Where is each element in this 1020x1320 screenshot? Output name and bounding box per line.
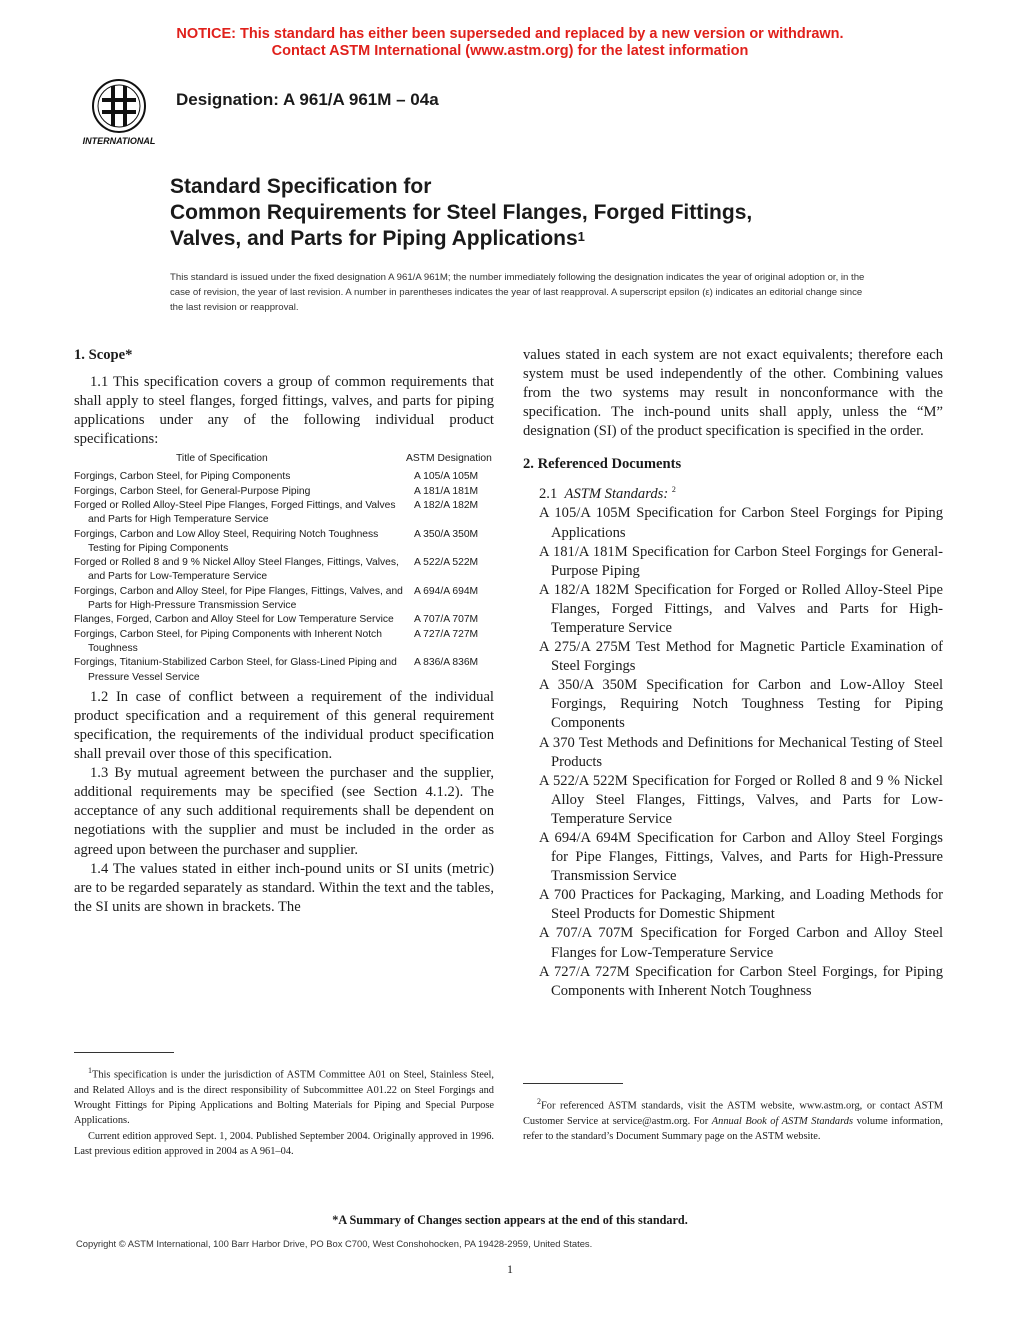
right-column xyxy=(523,346,943,1001)
astm-standards-subheading xyxy=(539,480,943,504)
issuance-statement: This standard is issued under the fixed designation A 961/A 961M; the number immediately following the designation indicates the year of original adoption or, in the case of revision, the year of last revision. A number in parentheses indicates the year of last reapproval. A superscript epsilon (ε) indicates an editorial change since the last revision or reapproval. xyxy=(170,272,865,313)
footnote-1-approval: Current edition approved Sept. 1, 2004. Published September 2004. Originally approved in 1996. Last previous edition approved in 2004 as A 961–04. xyxy=(74,1130,494,1157)
footnote-2-italic: Annual Book of ASTM Standards xyxy=(711,1115,854,1127)
title-line-1: Standard Specification for xyxy=(170,175,432,198)
spec-title-cell: Forgings, Carbon and Alloy Steel, for Pipe Flanges, Fittings, Valves, and Parts for High-Pressure Transmission Service xyxy=(74,585,403,612)
footnote-2-mark: 2 xyxy=(537,1097,541,1106)
spec-table-row xyxy=(74,470,494,484)
referenced-standard-item: A 370 Test Methods and Definitions for Mechanical Testing of Steel Products xyxy=(539,734,943,770)
spec-designation-cell: A 181/A 181M xyxy=(414,485,479,497)
referenced-standard-item: A 350/A 350M Specification for Carbon and Low-Alloy Steel Forgings, Requiring Notch Toughness Testing for Piping Components xyxy=(539,677,943,732)
spec-table-row xyxy=(74,485,494,499)
scope-heading: 1. Scope* xyxy=(74,347,133,363)
spec-table-header-row xyxy=(74,452,494,470)
notice-line-2: Contact ASTM International (www.astm.org) for the latest information xyxy=(271,43,749,59)
spec-title-cell: Forgings, Carbon Steel, for Piping Components xyxy=(74,471,291,483)
spec-designation-cell: A 694/A 694M xyxy=(414,585,479,597)
copyright-line: Copyright © ASTM International, 100 Barr Harbor Drive, PO Box C700, West Conshohocken, PA 19428-2959, United States. xyxy=(76,1238,593,1249)
spec-designation-cell: A 522/A 522M xyxy=(414,557,479,569)
referenced-documents-heading: 2. Referenced Documents xyxy=(523,456,682,473)
designation: Designation: A 961/A 961M – 04a xyxy=(176,90,439,109)
spec-table-row xyxy=(74,499,494,528)
referenced-standard-item: A 727/A 727M Specification for Carbon Steel Forgings, for Piping Components with Inherent Notch Toughness xyxy=(539,963,943,999)
spec-title-cell: Forged or Rolled Alloy-Steel Pipe Flanges, Forged Fittings, and Valves and Parts for High Temperature Service xyxy=(74,499,396,526)
spec-designation-cell: A 182/A 182M xyxy=(414,499,479,511)
footnote-2 xyxy=(523,1094,943,1144)
subsection-title: ASTM Standards: xyxy=(564,486,669,503)
spec-title-cell: Forgings, Carbon Steel, for General-Purpose Piping xyxy=(74,485,311,497)
scope-1-1: 1.1 This specification covers a group of common requirements that shall apply to steel flanges, forged fittings, valves, and parts for piping applications under any of the following individual product specifications: xyxy=(74,374,494,448)
title-footnote-mark: 1 xyxy=(577,229,585,244)
withdrawal-notice xyxy=(0,26,1020,60)
spec-designation-cell: A 836/A 836M xyxy=(414,657,479,669)
spec-title-cell: Flanges, Forged, Carbon and Alloy Steel for Low Temperature Service xyxy=(74,614,394,626)
footnote-2-part-a: For referenced ASTM standards, visit the ASTM website, www.astm.org, or contact ASTM Customer Service at service@astm.org. For xyxy=(523,1100,943,1127)
spec-table-row xyxy=(74,528,494,557)
footnote-1 xyxy=(74,1063,494,1159)
footnote-1-text xyxy=(74,1063,494,1129)
footnote-2-part-b: volume information, refer to the standard’s Document Summary page on the ASTM website. xyxy=(523,1115,943,1143)
spec-table-row xyxy=(74,585,494,614)
astm-logo xyxy=(78,76,160,148)
referenced-standard-item: A 105/A 105M Specification for Carbon Steel Forgings for Piping Applications xyxy=(539,505,943,541)
scope-1-4-continued: values stated in each system are not exact equivalents; therefore each system must be used independently of the other. Combining values from the two systems may result in nonconformance with the specification. The inch-pound units shall apply, unless the “M” designation (SI) of the product specification is specified in the order. xyxy=(523,347,943,440)
left-column xyxy=(74,346,494,917)
logo-subtext: INTERNATIONAL xyxy=(82,136,156,146)
referenced-standard-item: A 275/A 275M Test Method for Magnetic Particle Examination of Steel Forgings xyxy=(539,639,943,675)
page-number: 1 xyxy=(507,1262,513,1276)
spec-designation-cell: A 105/A 105M xyxy=(414,471,479,483)
referenced-standard-item: A 182/A 182M Specification for Forged or Rolled Alloy-Steel Pipe Flanges, Forged Fittings, and Valves and Parts for High-Temperature Service xyxy=(539,581,943,636)
referenced-standard-item: A 181/A 181M Specification for Carbon Steel Forgings for General-Purpose Piping xyxy=(539,543,943,579)
spec-title-cell: Forgings, Carbon and Low Alloy Steel, Requiring Notch Toughness Testing for Piping Components xyxy=(74,528,379,554)
spec-designation-cell: A 350/A 350M xyxy=(414,528,479,540)
footnote-2-text xyxy=(523,1094,943,1144)
spec-table-header-designation: ASTM Designation xyxy=(406,453,492,465)
subsection-number: 2.1 xyxy=(539,486,558,503)
notice-line-1: NOTICE: This standard has either been superseded and replaced by a new version or withdrawn. xyxy=(176,26,844,42)
title-line-3-text: Valves, and Parts for Piping Applications xyxy=(170,227,578,250)
referenced-standard-item: A 694/A 694M Specification for Carbon and Alloy Steel Forgings for Pipe Flanges, Fittings, Valves, and Parts for High-Pressure Transmission Service xyxy=(539,830,943,885)
spec-table xyxy=(74,452,494,684)
footnote-rule-right xyxy=(523,1083,623,1084)
spec-title-cell: Forgings, Titanium-Stabilized Carbon Steel, for Glass-Lined Piping and Pressure Vessel Service xyxy=(74,657,397,683)
spec-title-cell: Forgings, Carbon Steel, for Piping Components with Inherent Notch Toughness xyxy=(74,628,382,654)
title-line-2: Common Requirements for Steel Flanges, Forged Fittings, xyxy=(170,201,753,224)
spec-designation-cell: A 707/A 707M xyxy=(414,614,479,626)
spec-table-row xyxy=(74,656,494,685)
spec-table-row xyxy=(74,613,494,627)
footnote-1-mark: 1 xyxy=(88,1066,92,1075)
spec-designation-cell: A 727/A 727M xyxy=(414,628,479,640)
title-line-3 xyxy=(170,226,752,252)
referenced-standard-item: A 700 Practices for Packaging, Marking, and Loading Methods for Steel Products for Domestic Shipment xyxy=(539,887,943,923)
summary-of-changes-note: *A Summary of Changes section appears at the end of this standard. xyxy=(332,1213,688,1227)
scope-1-4: 1.4 The values stated in either inch-pound units or SI units (metric) are to be regarded separately as standard. Within the text and the tables, the SI units are shown in brackets. The xyxy=(74,860,494,915)
footnote-1-body: This specification is under the jurisdiction of ASTM Committee A01 on Steel, Stainless Steel, and Related Alloys and is the direct responsibility of Subcommittee A01.22 on Steel Forgings and Wrought Fittings for Piping Applications and Bolting Materials for Piping and Special Purpose Applications. xyxy=(74,1069,494,1127)
referenced-standard-item: A 522/A 522M Specification for Forged or Rolled 8 and 9 % Nickel Alloy Steel Flanges, Fittings, Valves, and Parts for Low-Temperature Service xyxy=(539,772,943,827)
scope-1-2: 1.2 In case of conflict between a requirement of the individual product specification and a requirement of this general requirement specification, the requirements of the individual product specification shall prevail over those of this specification. xyxy=(74,688,494,763)
subsection-footnote-mark: 2 xyxy=(671,485,676,495)
document-title xyxy=(170,174,752,252)
referenced-standard-item: A 707/A 707M Specification for Forged Carbon and Alloy Steel Flanges for Low-Temperature Service xyxy=(539,925,943,961)
spec-table-row xyxy=(74,628,494,657)
spec-title-cell: Forged or Rolled 8 and 9 % Nickel Alloy Steel Flanges, Fittings, Valves, and Parts for Low-Temperature Service xyxy=(74,557,399,583)
footnote-rule-left xyxy=(74,1052,174,1053)
scope-1-3: 1.3 By mutual agreement between the purchaser and the supplier, additional requirements may be specified (see Section 4.1.2). The acceptance of any such additional requirements shall be dependent on negotiations with the supplier and must be included in the order as agreed upon between the purchaser and supplier. xyxy=(74,765,494,858)
spec-table-header-title: Title of Specification xyxy=(176,453,268,465)
spec-table-row xyxy=(74,556,494,585)
referenced-standards-list xyxy=(523,504,943,1000)
